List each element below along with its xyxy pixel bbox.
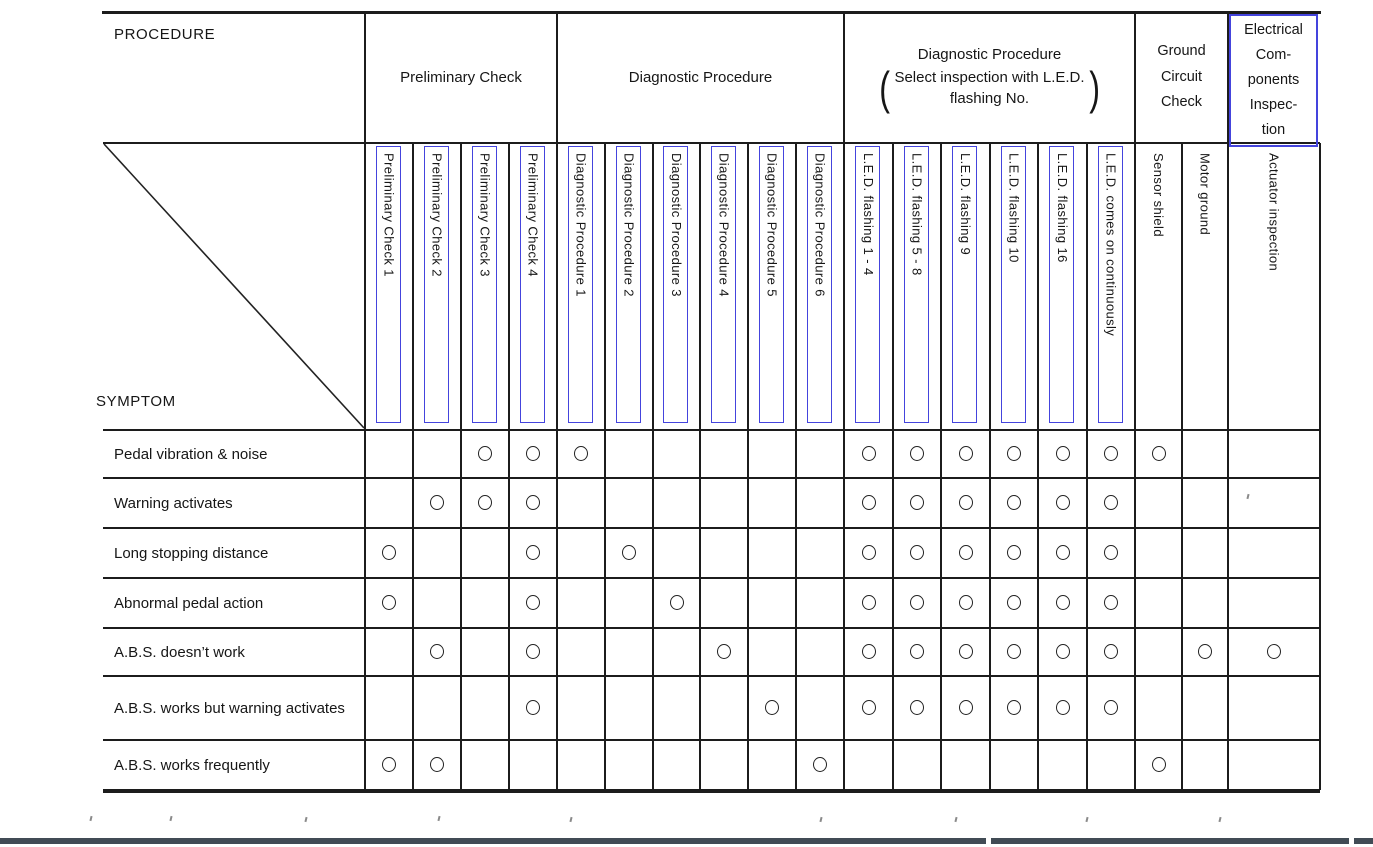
column-label: L.E.D. flashing 16 <box>1055 153 1070 263</box>
column-group-header-ground-circuit-check <box>1135 14 1228 141</box>
column-label-cell <box>413 153 461 425</box>
column-label: Preliminary Check 3 <box>477 153 493 277</box>
mark-circle <box>910 446 924 461</box>
column-label-cell <box>1228 153 1320 425</box>
mark-circle <box>1007 446 1021 461</box>
column-label: Motor ground <box>1197 153 1213 236</box>
mark-circle <box>478 446 492 461</box>
mark-circle <box>862 644 876 659</box>
diagonal-line <box>104 144 364 428</box>
mark-circle <box>862 446 876 461</box>
scan-speck <box>1218 817 1221 822</box>
column-label-cell <box>365 153 413 425</box>
column-label-cell <box>1038 153 1087 425</box>
mark-circle <box>910 700 924 715</box>
mark-circle <box>1198 644 1212 659</box>
column-label: L.E.D. flashing 1 - 4 <box>861 153 876 276</box>
column-label-cell <box>653 153 700 425</box>
mark-circle <box>526 495 540 510</box>
symptom-row-label: Pedal vibration & noise <box>114 445 268 463</box>
mark-circle <box>1152 757 1166 772</box>
mark-circle <box>1056 545 1070 560</box>
column-label-cell <box>1182 153 1228 425</box>
symptom-row-label: A.B.S. doesn’t work <box>114 643 245 661</box>
mark-circle <box>1007 595 1021 610</box>
mark-circle <box>526 595 540 610</box>
mark-circle <box>1104 644 1118 659</box>
group-header-line: Com- <box>1255 47 1292 64</box>
mark-circle <box>1007 545 1021 560</box>
paren-line: Select inspection with L.E.D. <box>894 68 1085 86</box>
paren-line: flashing No. <box>949 90 1030 108</box>
column-label-cell <box>796 153 844 425</box>
mark-circle <box>1056 700 1070 715</box>
mark-circle <box>1104 595 1118 610</box>
mark-circle <box>1152 446 1166 461</box>
mark-circle <box>478 495 492 510</box>
column-label: L.E.D. comes on continuously <box>1103 153 1119 337</box>
mark-circle <box>959 495 973 510</box>
mark-circle <box>1104 545 1118 560</box>
column-label-cell <box>941 153 990 425</box>
mark-circle <box>813 757 827 772</box>
column-label: Diagnostic Procedure 1 <box>573 153 589 297</box>
mark-circle <box>670 595 684 610</box>
mark-circle <box>959 595 973 610</box>
column-label-cell <box>990 153 1038 425</box>
column-group-header-diagnostic-procedure-led <box>844 14 1135 141</box>
column-label: Diagnostic Procedure 3 <box>669 153 684 297</box>
symptom-row-label: Long stopping distance <box>114 544 269 562</box>
mark-circle <box>430 495 444 510</box>
symptom-row-label: A.B.S. works but warning activates <box>114 699 345 717</box>
group-header-line: ponents <box>1247 72 1300 89</box>
footer-bar-gap <box>1349 838 1354 844</box>
column-label: L.E.D. flashing 10 <box>1006 153 1022 263</box>
paren-open-glyph: ( <box>879 62 891 115</box>
mark-circle <box>862 595 876 610</box>
column-label: Sensor shield <box>1151 153 1166 237</box>
symptom-row-label: Warning activates <box>114 494 233 512</box>
mark-circle <box>1007 644 1021 659</box>
mark-circle <box>526 644 540 659</box>
mark-circle <box>382 545 396 560</box>
column-label-cell <box>893 153 941 425</box>
mark-circle <box>430 757 444 772</box>
column-label-cell <box>748 153 796 425</box>
mark-circle <box>1104 446 1118 461</box>
scan-speck <box>169 816 172 821</box>
mark-circle <box>765 700 779 715</box>
mark-circle <box>959 700 973 715</box>
scan-speck <box>89 816 92 821</box>
mark-circle <box>1267 644 1281 659</box>
symptom-row-label: A.B.S. works frequently <box>114 756 270 774</box>
column-label: Preliminary Check 1 <box>381 153 397 277</box>
mark-circle <box>910 644 924 659</box>
diagonal-divider <box>103 143 365 430</box>
mark-circle <box>382 595 396 610</box>
mark-circle <box>910 545 924 560</box>
column-label-cell <box>461 153 509 425</box>
column-group-header-electrical-components-inspection <box>1229 14 1318 147</box>
mark-circle <box>959 446 973 461</box>
mark-circle <box>862 495 876 510</box>
column-label: L.E.D. flashing 5 - 8 <box>909 153 925 276</box>
group-header-main: Diagnostic Procedure <box>917 45 1062 63</box>
column-label: L.E.D. flashing 9 <box>958 153 973 256</box>
column-label-cell <box>509 153 557 425</box>
group-header-paren-row <box>877 62 1102 115</box>
scan-speck <box>304 817 307 822</box>
mark-circle <box>526 700 540 715</box>
scan-speck <box>954 817 957 822</box>
column-group-header-diagnostic-procedure <box>557 14 844 141</box>
column-group-header-preliminary-check <box>365 14 557 141</box>
column-label: Preliminary Check 2 <box>429 153 445 277</box>
mark-circle <box>1007 700 1021 715</box>
mark-circle <box>1056 495 1070 510</box>
mark-circle <box>862 545 876 560</box>
mark-circle <box>1056 644 1070 659</box>
mark-circle <box>1056 595 1070 610</box>
group-header-paren-lines <box>892 67 1086 111</box>
mark-circle <box>910 495 924 510</box>
column-label-cell <box>700 153 748 425</box>
scan-speck <box>1085 817 1088 822</box>
mark-circle <box>1104 700 1118 715</box>
group-header-line: Check <box>1160 94 1203 111</box>
column-label: Actuator inspection <box>1266 153 1282 272</box>
column-label: Diagnostic Procedure 6 <box>812 153 828 297</box>
scan-speck <box>819 817 822 822</box>
mark-circle <box>959 545 973 560</box>
group-header-line: Ground <box>1157 42 1206 59</box>
scan-speck <box>569 817 572 822</box>
scan-speck <box>1246 494 1249 499</box>
footer-bar-gap <box>986 838 991 844</box>
symptom-row-label: Abnormal pedal action <box>114 594 264 612</box>
column-label-cell <box>1135 153 1182 425</box>
group-header-line: Preliminary Check <box>400 69 522 86</box>
mark-circle <box>862 700 876 715</box>
mark-circle <box>382 757 396 772</box>
mark-circle <box>1104 495 1118 510</box>
mark-circle <box>910 595 924 610</box>
mark-circle <box>622 545 636 560</box>
column-label-cell <box>605 153 653 425</box>
column-label-cell <box>844 153 893 425</box>
mark-circle <box>430 644 444 659</box>
mark-circle <box>526 446 540 461</box>
symptom-corner-label: SYMPTOM <box>96 393 176 410</box>
mark-circle <box>526 545 540 560</box>
group-header-line: Diagnostic Procedure <box>628 69 773 86</box>
paren-close-glyph: ) <box>1088 62 1100 115</box>
column-label: Diagnostic Procedure 2 <box>621 153 637 297</box>
mark-circle <box>717 644 731 659</box>
column-label-cell <box>557 153 605 425</box>
column-label: Diagnostic Procedure 4 <box>716 153 732 297</box>
procedure-corner-label: PROCEDURE <box>114 26 216 43</box>
group-header-line: tion <box>1261 121 1286 138</box>
mark-circle <box>959 644 973 659</box>
column-label: Diagnostic Procedure 5 <box>764 153 780 297</box>
mark-circle <box>1007 495 1021 510</box>
scan-speck <box>437 816 440 821</box>
column-label-cell <box>1087 153 1135 425</box>
group-header-line: Electrical <box>1244 22 1303 39</box>
group-header-line: Circuit <box>1160 68 1203 85</box>
column-label: Preliminary Check 4 <box>525 153 541 277</box>
mark-circle <box>1056 446 1070 461</box>
mark-circle <box>574 446 588 461</box>
group-header-line: Inspec- <box>1249 96 1298 113</box>
footer-bar <box>0 838 1373 844</box>
